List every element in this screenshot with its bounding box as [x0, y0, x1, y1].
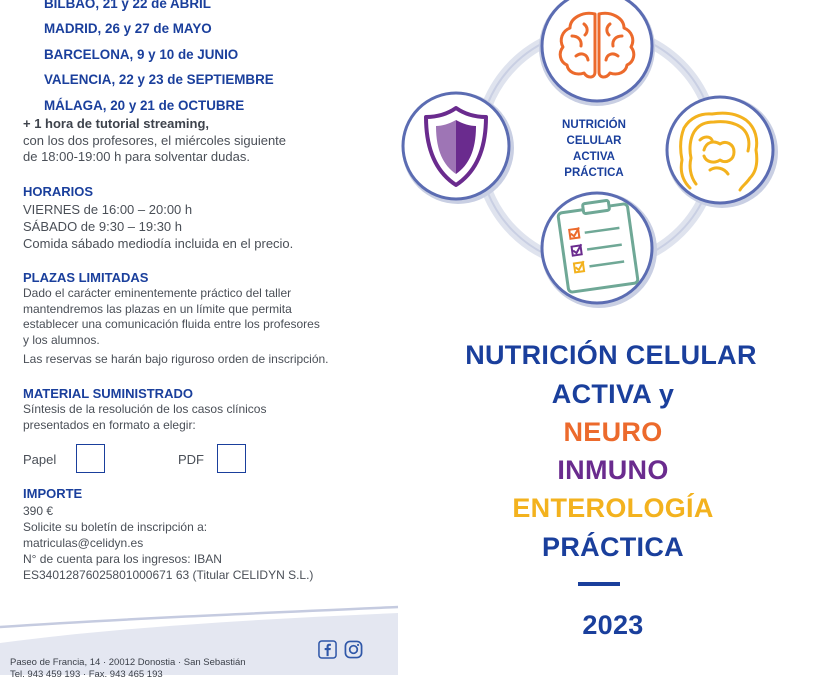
material-title: MATERIAL SUMINISTRADO	[23, 386, 193, 401]
importe-iban: ES34012876025801000671 63 (Titular CELIDYN S.L.)	[23, 568, 314, 582]
brain-node	[539, 0, 655, 106]
title-year: 2023	[582, 610, 644, 640]
center-line: PRÁCTICA	[564, 167, 624, 179]
plazas-line: mantendremos las plazas en un límite que permita	[23, 301, 292, 316]
option-pdf-label: PDF	[178, 452, 204, 467]
tutorial-line-1: con los dos profesores, el miércoles siguiente	[23, 132, 287, 148]
plazas-note: Las reservas se harán bajo riguroso orden de inscripción.	[23, 352, 329, 366]
clipboard-icon	[558, 200, 638, 292]
title-line-4: INMUNO	[557, 455, 669, 485]
horarios-text	[23, 202, 293, 252]
instagram-icon[interactable]	[344, 640, 363, 659]
horarios-line: Comida sábado mediodía incluida en el precio.	[23, 235, 294, 251]
footer-address: Paseo de Francia, 14 · 20012 Donostia · San Sebastián	[10, 657, 246, 668]
title-line-1: NUTRICIÓN CELULAR	[465, 340, 757, 370]
tutorial-block	[23, 116, 286, 166]
center-line: CELULAR	[566, 135, 622, 147]
date-list	[44, 0, 274, 118]
horarios-title: HORARIOS	[23, 184, 94, 199]
plazas-text	[23, 286, 393, 348]
right-panel	[400, 0, 826, 675]
importe-line: N° de cuenta para los ingresos: IBAN	[23, 552, 222, 566]
diagram	[400, 0, 826, 310]
material-text	[23, 402, 393, 433]
plazas-title: PLAZAS LIMITADAS	[23, 270, 149, 285]
center-line: ACTIVA	[573, 151, 615, 163]
date-barcelona: BARCELONA, 9 y 10 de JUNIO	[44, 46, 239, 62]
plazas-line: y los alumnos.	[23, 332, 100, 347]
plazas-line: Dado el carácter eminentemente práctico del taller	[23, 286, 292, 300]
title-line-2: ACTIVA y	[551, 379, 675, 409]
title-line-6: PRÁCTICA	[542, 532, 684, 562]
option-papel-label: Papel	[23, 452, 57, 467]
title-divider	[578, 582, 620, 586]
center-text	[562, 118, 626, 179]
tutorial-line-2: de 18:00-19:00 h para solventar dudas.	[23, 149, 250, 164]
center-line: NUTRICIÓN	[562, 119, 626, 131]
date-madrid: MADRID, 26 y 27 de MAYO	[44, 21, 212, 37]
horarios-line: VIERNES de 16:00 – 20:00 h	[23, 202, 193, 217]
importe-title: IMPORTE	[23, 486, 83, 501]
title-line-5: ENTEROLOGÍA	[512, 493, 714, 523]
intestine-node	[666, 96, 778, 208]
date-bilbao: BILBAO, 21 y 22 de ABRIL	[44, 0, 211, 11]
importe-price: 390 €	[23, 504, 54, 518]
clipboard-node	[541, 192, 657, 308]
date-malaga: MÁLAGA, 20 y 21 de OCTUBRE	[44, 97, 245, 113]
papel-checkbox[interactable]	[76, 444, 105, 473]
material-line: presentados en formato a elegir:	[23, 417, 196, 432]
importe-email: matriculas@celidyn.es	[23, 536, 144, 550]
importe-line: Solicite su boletín de inscripción a:	[23, 520, 208, 534]
left-panel	[0, 0, 400, 680]
importe-text	[23, 503, 393, 583]
horarios-line: SÁBADO de 9:30 – 19:30 h	[23, 218, 182, 234]
date-valencia: VALENCIA, 22 y 23 de SEPTIEMBRE	[44, 72, 274, 88]
facebook-icon[interactable]	[318, 640, 337, 659]
material-line: Síntesis de la resolución de los casos clínicos	[23, 402, 267, 416]
footer-phone: Tel. 943 459 193 · Fax. 943 465 193	[10, 669, 163, 680]
title-line-3: NEURO	[563, 417, 663, 447]
shield-node	[402, 92, 514, 204]
pdf-checkbox[interactable]	[217, 444, 246, 473]
plazas-line: establecer una comunicación fluida entre los profesores	[23, 317, 320, 332]
tutorial-bold: + 1 hora de tutorial streaming,	[23, 116, 210, 131]
